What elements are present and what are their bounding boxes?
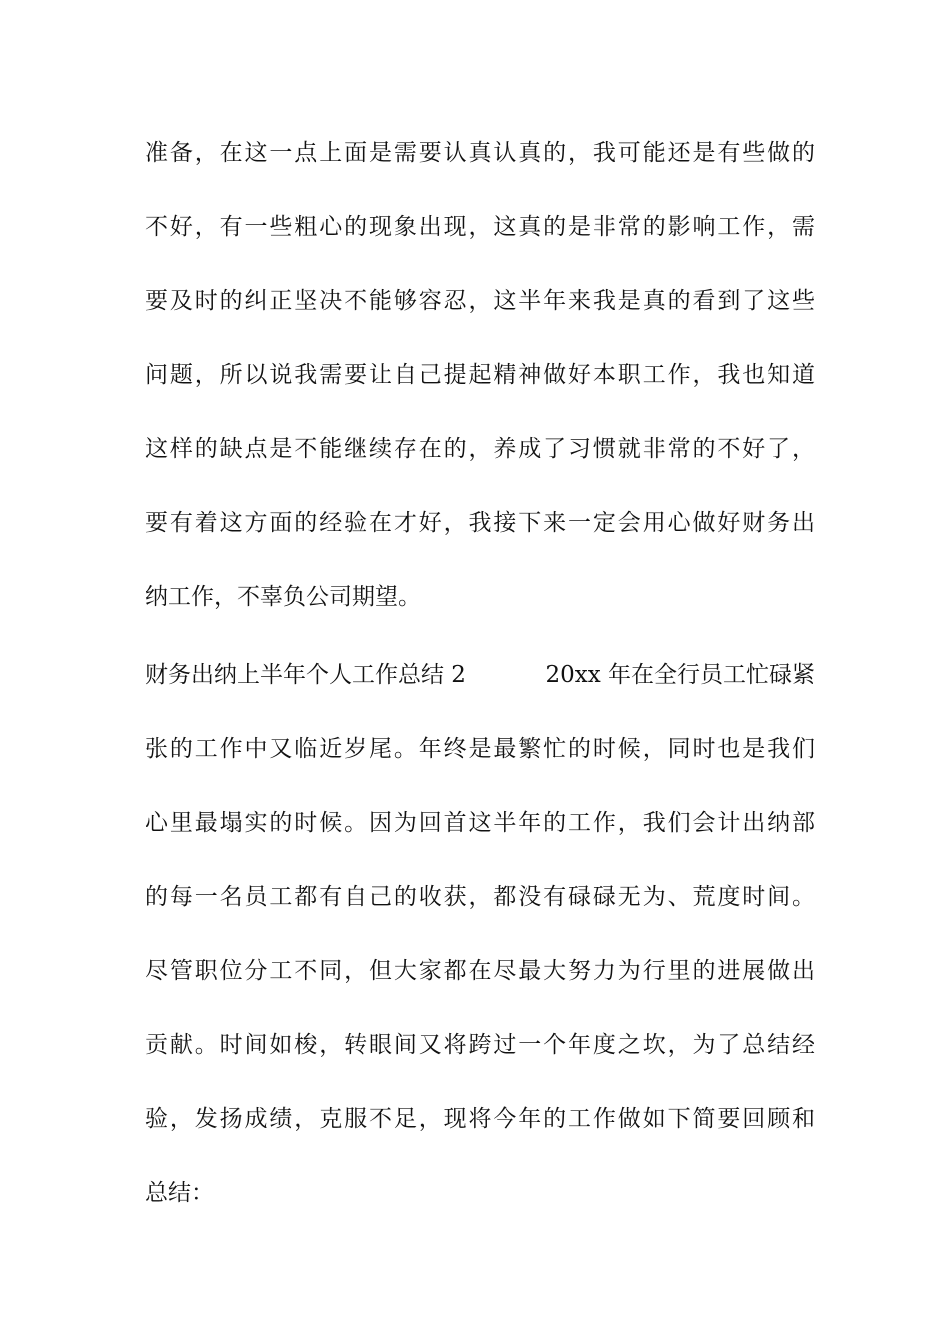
- paragraph-line: 问题，所以说我需要让自己提起精神做好本职工作，我也知道: [145, 362, 815, 388]
- paragraph-line: 张的工作中又临近岁尾。年终是最繁忙的时候，同时也是我们: [145, 736, 815, 762]
- paragraph-line: 要及时的纠正坚决不能够容忍，这半年来我是真的看到了这些: [145, 288, 815, 314]
- paragraph-line: 这样的缺点是不能继续存在的，养成了习惯就非常的不好了，: [145, 436, 815, 462]
- paragraph-line: 贡献。时间如梭，转眼间又将跨过一个年度之坎，为了总结经: [145, 1032, 815, 1058]
- paragraph-line: 不好，有一些粗心的现象出现，这真的是非常的影响工作，需: [145, 214, 815, 240]
- section-heading-line: [145, 655, 815, 695]
- paragraph-line: 要有着这方面的经验在才好，我接下来一定会用心做好财务出: [145, 510, 815, 536]
- paragraph-line: 尽管职位分工不同，但大家都在尽最大努力为行里的进展做出: [145, 958, 815, 984]
- section-first-text: 20xx 年在全行员工忙碌紧: [545, 662, 815, 688]
- section-title: 财务出纳上半年个人工作总结 2: [145, 662, 466, 688]
- paragraph-line: 的每一名员工都有自己的收获，都没有碌碌无为、荒度时间。: [145, 884, 815, 910]
- paragraph-line: 心里最塌实的时候。因为回首这半年的工作，我们会计出纳部: [145, 810, 815, 836]
- paragraph-line: 准备，在这一点上面是需要认真认真的，我可能还是有些做的: [145, 140, 815, 166]
- paragraph-line: 验，发扬成绩，克服不足，现将今年的工作做如下简要回顾和: [145, 1106, 815, 1132]
- paragraph-line: 总结：: [145, 1180, 214, 1206]
- paragraph-line: 纳工作，不辜负公司期望。: [145, 584, 421, 610]
